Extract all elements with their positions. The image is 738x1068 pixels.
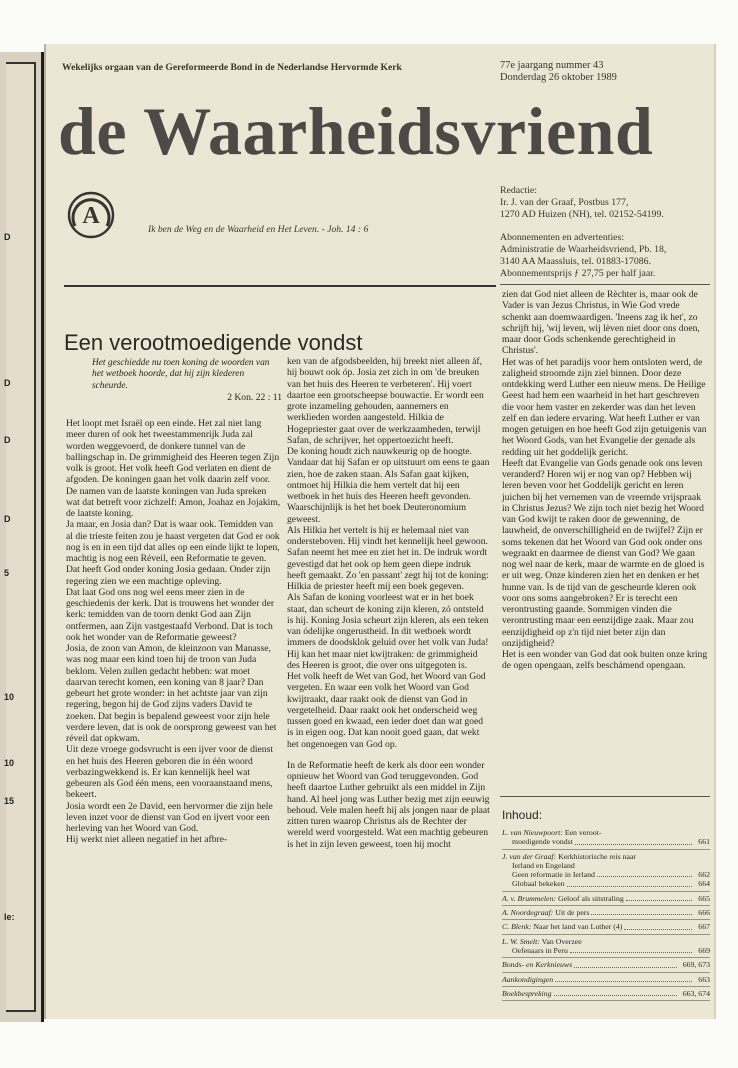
epigraph-reference: 2 Kon. 22 : 11 bbox=[227, 392, 282, 403]
contents-entry[interactable]: A. v. Brummelen: Geloof als uitstraling 665 bbox=[502, 892, 710, 906]
divider bbox=[500, 284, 710, 285]
margin-number: le: bbox=[4, 912, 15, 922]
page-number: 663, 674 bbox=[682, 988, 710, 998]
article-column-1 bbox=[66, 418, 282, 846]
page-number: 665 bbox=[698, 893, 710, 903]
margin-number: D bbox=[4, 378, 11, 388]
contents-entry[interactable]: L. van Nieuwpoort: Een veroot- moedigende vondst 661 bbox=[502, 826, 710, 850]
contents-entry[interactable]: Boekbespreking 663, 674 bbox=[502, 987, 710, 1001]
page-number: 664 bbox=[698, 879, 710, 889]
adjacent-page-edge bbox=[0, 52, 44, 1022]
paragraph: Ja maar, en Josia dan? Dat is waar ook. Temidden van al die trieste feiten zou je haast vergeten dat God er ook nog is en in een tijd dat alles op een einde lijkt te lopen, machtig is nog een Réveil, een Reformatie te geven. bbox=[66, 519, 280, 564]
paragraph: Het was of het paradijs voor hem ontsloten werd, de zaligheid stroomde zijn ziel binnen. Door deze ontdekking werd Luther een nieuw mens. De Heilige Geest had hem een waarheid in het hart geschreven die voor hem vaster en zekerder was dan het leven zelf en dan iedere ervaring. Wat heeft Luther er van mogen getuigen en hoe heeft God zijn getuigenis van het Woord Gods, van het Evangelie der genade als redding uit het goddelijk gericht. bbox=[502, 356, 707, 458]
margin-number: D bbox=[4, 232, 11, 242]
paragraph: Als Hilkia het vertelt is hij er helemaal niet van ondersteboven. Hij vindt het kennelijk heel gewoon. Safan neemt het mee en ziet het in. De indruk wordt gevestigd dat het ook op hem geen diepe indruk heeft gemaakt. Zo 'en passant' zegt hij tot de koning: Hilkia de priester heeft mij een boek gegeven. bbox=[287, 524, 489, 592]
contents-entry[interactable]: Aankondigingen 663 bbox=[502, 973, 710, 987]
margin-number: 10 bbox=[4, 758, 15, 768]
paragraph: De koning houdt zich nauwkeurig op de hoogte. Vandaar dat hij Safan er op uitstuurt om eens te gaan zien, hoe de zaken staan. Als Safan gaat kijken, ontmoet hij Hilkia die hem vertelt dat hij een wetboek in het huis des Heeren heeft gevonden. Waarschijnlijk is het het boek Deuteronomium geweest. bbox=[287, 446, 490, 525]
page-number: 669 bbox=[698, 945, 710, 955]
organ-subtitle: Wekelijks orgaan van de Gereformeerde Bond in de Nederlandse Hervormde Kerk bbox=[62, 62, 402, 73]
article-column-2 bbox=[287, 356, 491, 850]
contents-title: Inhoud: bbox=[502, 808, 543, 822]
paragraph: zien dat God niet alleen de Rèchter is, maar ook de Vader is van Jezus Christus, in Wie God vrede schenkt aan doemwaardigen. 'Ineens zag ik het', zo schrijft hij, 'wij leven, wij lèven niet door ons doen, maar door Gods schenkende gerechtigheid in Christus'. bbox=[502, 289, 700, 357]
margin-number: 15 bbox=[4, 796, 15, 806]
paragraph: ken van de afgodsbeelden, hij breekt niet alleen áf, hij bouwt ook óp. Josia zet zich in om 'de breuken van het huis des Heeren te verbeteren'. Hij voert daartoe een grootscheepse bouwactie. Er wordt een grote inzameling gehouden, aannemers en werklieden worden aangesteld. Hilkia de Hogepriester gaat over de werkzaamheden, terwijl Safan, de schrijver, het oppertoezicht heeft. bbox=[287, 356, 484, 446]
paragraph: Dat laat God ons nog wel eens meer zien in de geschiedenis der kerk. Dat is trouwens het wonder der kerk: temidden van de toorn denkt God aan Zijn ontfermen, aan Zijn vastgestaafd Verbond. Dat is toch ook het wonder van de Reformatie geweest? bbox=[66, 586, 275, 643]
contents-entry[interactable]: L. W. Smelt: Van Overzee Oefenaars in Peru 669 bbox=[502, 935, 710, 959]
abonnementen-label: Abonnementen en advertenties: bbox=[500, 232, 625, 243]
page-number: 669, 673 bbox=[682, 960, 710, 970]
abonnementen-line: 3140 AA Maassluis, tel. 01883-17086. bbox=[500, 256, 652, 267]
table-of-contents bbox=[502, 826, 710, 1001]
contents-entry[interactable]: Bonds- en Kerknieuws 669, 673 bbox=[502, 958, 710, 972]
volume-number: 77e jaargang nummer 43 bbox=[500, 60, 604, 71]
page-number: 661 bbox=[698, 837, 710, 847]
divider bbox=[500, 796, 710, 797]
logo-letter: A bbox=[82, 203, 100, 229]
article-column-3 bbox=[502, 289, 710, 672]
paragraph: Josia, de zoon van Amon, de kleinzoon van Manasse, was nog maar een kind toen hij de troon van Juda beklom. Velen zullen gedacht hebben: wat moet daarvan terecht komen, een koning van 8 jaar? Dan gebeurt het grote wonder: in het achtste jaar van zijn regering, begon hij de God zijns vaders David te zoeken. Dat begin is bepalend geweest voor zijn hele verdere leven, dat is ook de oorsprong geweest van het réveil dat opkwam. bbox=[66, 643, 277, 744]
page-number: 666 bbox=[698, 908, 710, 918]
article-headline: Een verootmoedigende vondst bbox=[64, 330, 363, 355]
issue-info bbox=[500, 60, 617, 84]
paragraph: Het is een wonder van God dat ook buiten onze kring de ogen opengaan, zelfs beschámend opengaan. bbox=[502, 649, 708, 672]
redactie-label: Redactie: bbox=[500, 185, 537, 196]
page-number: 662 bbox=[698, 870, 710, 880]
page-number: 663 bbox=[698, 974, 710, 984]
contact-block bbox=[500, 185, 666, 280]
motto: Ik ben de Weg en de Waarheid en Het Leven. - Joh. 14 : 6 bbox=[148, 224, 369, 235]
margin-number: 5 bbox=[4, 568, 10, 578]
paragraph: Uit deze vroege godsvrucht is een ijver voor de dienst en het huis des Heeren geboren die in één woord verbazingwekkend is. Er kan kennelijk heel wat gebeuren als God één mens, een vooraanstaand mens, bekeert. bbox=[66, 744, 274, 801]
redactie-line: Ir. J. van der Graaf, Postbus 177, bbox=[500, 197, 629, 208]
subscription-price: Abonnementsprijs ƒ 27,75 per half jaar. bbox=[500, 268, 656, 279]
issue-date: Donderdag 26 oktober 1989 bbox=[500, 72, 617, 83]
paragraph: In de Reformatie heeft de kerk als door een wonder opnieuw het Woord van God teruggevonden. God heeft daartoe Luther gebruikt als een middel in Zijn hand. Al heel jong was Luther bezig met zijn eeuwig behoud. Vele malen heeft hij als jongen naar de plaat zitten turen waarop Christus als de Rechter der wereld werd voorgesteld. Wat een machtig gebeuren is het in zijn leven geweest, toen hij mocht bbox=[287, 759, 490, 850]
abonnementen-line: Administratie de Waarheidsvriend, Pb. 18, bbox=[500, 244, 667, 255]
paragraph: Josia wordt een 2e David, een hervormer die zijn hele leven inzet voor de dienst van God en ijvert voor een herleving van het Woord van God. bbox=[66, 800, 273, 834]
page-number: 667 bbox=[698, 922, 710, 932]
redactie-line: 1270 AD Huizen (NH), tel. 02152-54199. bbox=[500, 209, 664, 220]
paragraph: Als Safan de koning voorleest wat er in het boek staat, dan scheurt de koning zijn kleren, zó ontsteld is hij. Koning Josia scheurt zijn kleren, als een teken van ódelijke ongerustheid. In dit wetboek wordt immers de doodsklok geluid over het volk van Juda! Hij kan het maar niet kwijtraken: de grimmigheid des Heeren is groot, die over ons uitgegoten is. bbox=[287, 592, 489, 671]
paragraph: Heeft dat Evangelie van Gods genade ook ons leven veranderd? Horen wij er nog van op? Hebben wij leren beven voor het Goddelijk gericht en leren juichen bij het vernemen van de vreemde vrijspraak in Christus Jezus? We zijn toch niet bezig het Woord van God kwijt te raken door de gewenning, de lauwheid, de onverschilligheid en de twijfel? Zijn er soms tekenen dat het Woord van God ook onder ons wegraakt en daarmee de dienst van God? We gaan nog wel naar de kerk, maar de warmte en de gloed is er uit weg. Onze kinderen zien het en denken er het hunne van. Is de tijd van de gescheurde kleren ook voor ons soms aangebroken? Er is terecht een verontrusting gaande. Sommigen vinden die verontrusting maar een eenzijdige zaak. Maar zou eenzijdigheid op z'n tijd niet beter zijn dan onzijdigheid? bbox=[502, 457, 705, 649]
paragraph: Dat heeft God onder koning Josia gedaan. Onder zijn regering zien we een machtige opleving. bbox=[66, 564, 271, 587]
divider bbox=[64, 285, 496, 287]
adjacent-page-border bbox=[6, 62, 36, 1012]
contents-entry[interactable]: A. Noordegraaf: Uit de pers 666 bbox=[502, 906, 710, 920]
paragraph: Het loopt met Israël op een einde. Het zal niet lang meer duren of ook het tweestammenrijk Juda zal worden weggevoerd, de donkere tunnel van de ballingschap in. De grimmigheid des Heeren tegen Zijn volk is groot. Het volk heeft God verlaten en dient de afgoden. De koningen gaan het volk daarin zelf voor. De namen van de laatste koningen van Juda spreken wat dat betreft voor zichzelf: Amon, Joahaz en Jojakim, de laatste koning. bbox=[66, 418, 281, 519]
contents-entry[interactable]: C. Blenk: Naar het land van Luther (4) 667 bbox=[502, 920, 710, 934]
margin-number: D bbox=[4, 435, 11, 445]
paragraph: Hij werkt niet alleen negatief in het afbre- bbox=[66, 834, 228, 846]
contents-entry[interactable]: J. van der Graaf: Kerkhistorische reis naar Ierland en Engeland Geen reformatie in Ierland 662 Globaal bekeken 664 bbox=[502, 850, 710, 892]
newspaper-title: de Waarheidsvriend bbox=[58, 93, 654, 169]
alpha-omega-logo-icon bbox=[66, 190, 116, 240]
margin-number: D bbox=[4, 514, 11, 524]
paragraph: Het volk heeft de Wet van God, het Woord van God vergeten. En waar een volk het Woord van God kwijtraakt, daar raakt ook de dienst van God in vergetelheid. Daar raakt ook het onderscheid weg tussen goed en kwaad, een ieder doet dan wat goed is in eigen oog. Dat kan nooit goed gaan, dat wekt het ongenoegen van God op. bbox=[287, 671, 486, 750]
article-epigraph: Het geschiedde nu toen koning de woorden van het wetboek hoorde, dat hij zijn klederen scheurde. bbox=[92, 358, 270, 391]
margin-number: 10 bbox=[4, 692, 15, 702]
